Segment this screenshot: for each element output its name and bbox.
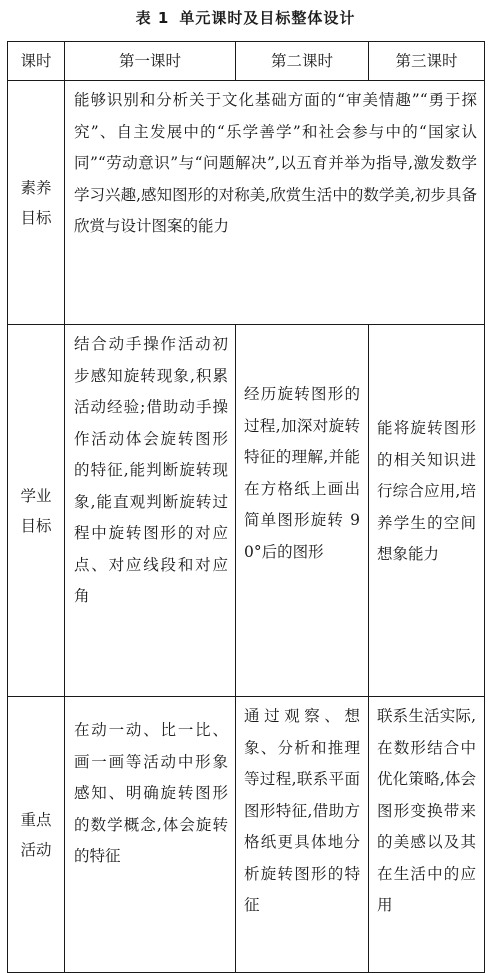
academic-goal-first-text: 结合动手操作活动初步感知旋转现象,积累活动经验;借助动手操作活动体会旋转图形的特征,能判断旋转现象,能直观判断旋转过程中旋转图形的对应点、对应线段和对应角 xyxy=(74,335,228,605)
row-key-activities xyxy=(8,697,485,973)
academic-goal-second-text: 经历旋转图形的过程,加深对旋转特征的理解,并能在方格纸上画出简单图形旋转 90°后的图形 xyxy=(244,385,360,561)
row-literacy-goals xyxy=(8,81,485,325)
activity-third xyxy=(369,697,485,973)
academic-goal-third-text: 能将旋转图形的相关知识进行综合应用,培养学生的空间想象能力 xyxy=(377,419,476,563)
table-number: 表 1 xyxy=(135,9,170,27)
header-cell-third: 第三课时 xyxy=(369,42,485,81)
academic-goal-second xyxy=(236,325,369,697)
lesson-design-table xyxy=(7,41,485,973)
header-row xyxy=(8,42,485,81)
header-cell-second: 第二课时 xyxy=(236,42,369,81)
activity-second-text: 通过观察、想象、分析和推理等过程,联系平面图形特征,借助方格纸更具体地分析旋转图形的特征 xyxy=(244,707,360,914)
activity-first-text: 在动一动、比一比、画一画等活动中形象感知、明确旋转图形的数学概念,体会旋转的特征 xyxy=(74,721,228,865)
table-caption xyxy=(0,6,491,30)
activity-first xyxy=(65,697,236,973)
header-cell-lesson: 课时 xyxy=(8,42,65,81)
table-title: 单元课时及目标整体设计 xyxy=(179,9,356,27)
academic-goal-first xyxy=(65,325,236,697)
row-label-academic xyxy=(8,325,65,697)
literacy-goal-cell xyxy=(65,81,485,325)
activity-third-text: 联系生活实际,在数形结合中优化策略,体会图形变换带来的美感以及其在生活中的应用 xyxy=(377,707,476,914)
row-label-activities xyxy=(8,697,65,973)
row-label-text: 重点 活动 xyxy=(20,810,52,859)
row-label-text: 学业 目标 xyxy=(20,486,52,535)
academic-goal-third xyxy=(369,325,485,697)
row-academic-goals xyxy=(8,325,485,697)
row-label-literacy xyxy=(8,81,65,325)
row-label-text: 素养 目标 xyxy=(20,178,52,227)
literacy-goal-text: 能够识别和分析关于文化基础方面的“审美情趣”“勇于探究”、自主发展中的“乐学善学”和社会参与中的“国家认同”“劳动意识”与“问题解决”,以五育并举为指导,激发数学学习兴趣,感知图形的对称美,欣赏生活中的数学美,初步具备欣赏与设计图案的能力 xyxy=(74,91,477,235)
header-cell-first: 第一课时 xyxy=(65,42,236,81)
activity-second xyxy=(236,697,369,973)
